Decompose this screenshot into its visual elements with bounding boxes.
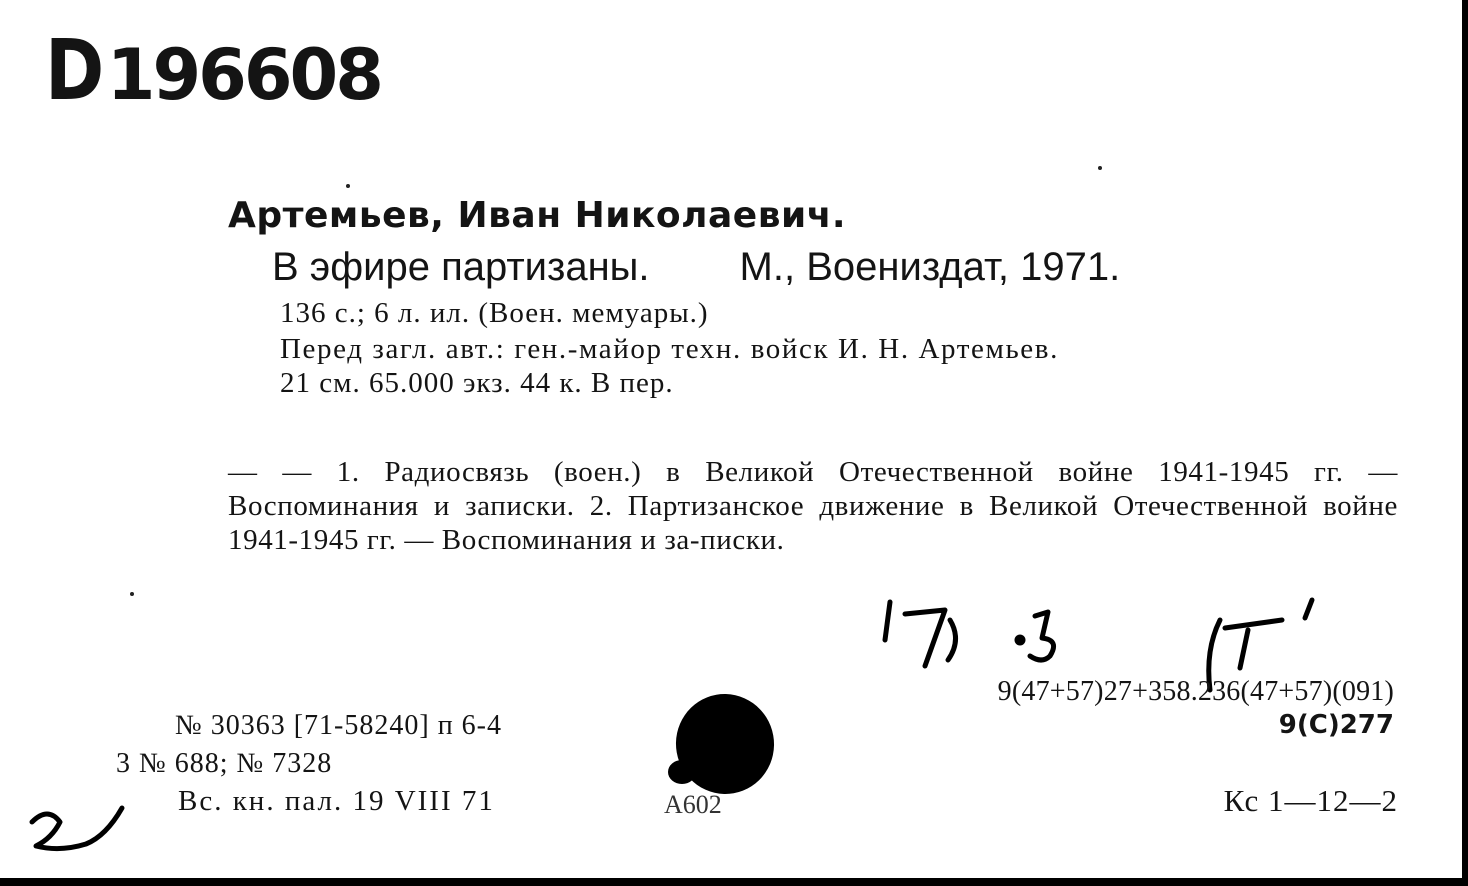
physical-description-line: 21 см. 65.000 экз. 44 к. В пер. [280,367,674,399]
inventory-stamp [40,21,381,119]
book-title: В эфире партизаны. [272,245,650,289]
imprint: М., Воениздат, 1971. [739,245,1121,289]
stamp-letter: D [45,21,102,119]
book-chamber-line: Вс. кн. пал. 19 VIII 71 [178,785,495,817]
speck [346,184,350,188]
stamp-number: 196608 [106,34,381,116]
partial-code: А602 [664,790,722,819]
card-number-line: № 30363 [71-58240] п 6-4 [175,710,502,741]
author-note-line: Перед загл. авт.: ген.-майор техн. войск И. Н. Артемьев. [280,333,1059,365]
ks-code: Кс 1—12—2 [1223,783,1398,818]
author-heading: Артемьев, Иван Николаевич. [228,195,847,236]
handwritten-5-mark [1030,612,1054,660]
handwritten-tick-mark [885,602,890,640]
subject-headings: — — 1. Радиосвязь (воен.) в Великой Отечественной войне 1941-1945 гг. — Воспоминания и записки. 2. Партизанское движение в Великой Отечественной войне 1941-1945 гг. — Воспоминания и за-писки. [228,456,1398,556]
ink-blot-small [668,760,696,784]
handwritten-signature-mark [32,808,122,849]
udc-classification: 9(47+57)27+358.236(47+57)(091) [997,676,1394,707]
title-line [272,247,1120,287]
ink-blot [668,686,782,801]
order-number-line: 3 № 688; № 7328 [116,748,333,779]
speck [1098,166,1102,170]
handwritten-T-mark [905,610,945,666]
bbk-classification: 9(С)277 [1278,710,1394,740]
collation-line: 136 с.; 6 л. ил. (Воен. мемуары.) [280,297,709,329]
speck [130,592,134,596]
